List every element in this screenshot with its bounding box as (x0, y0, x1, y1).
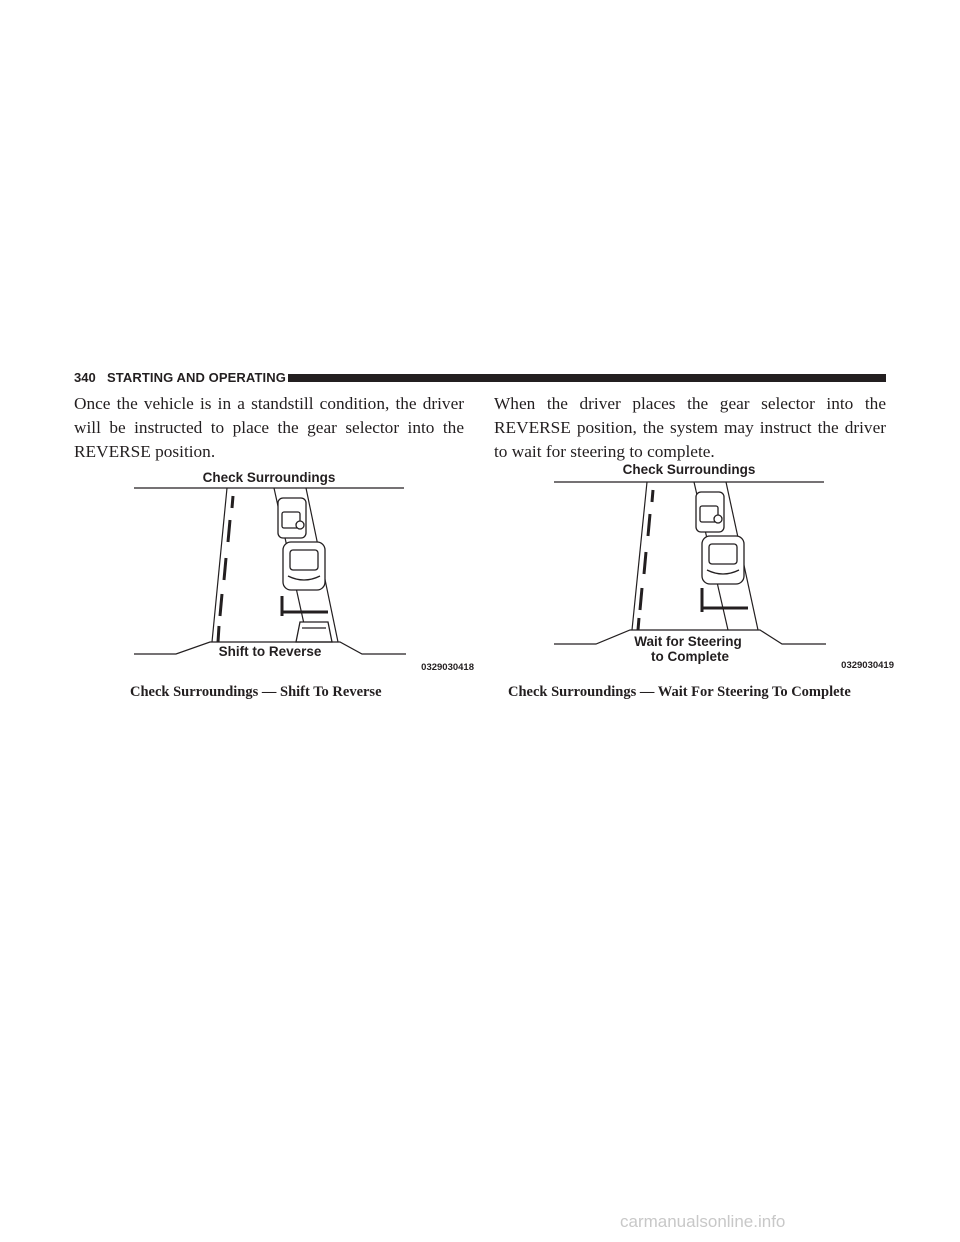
figure-caption-left: Check Surroundings — Shift To Reverse (130, 684, 382, 700)
parked-car-far (696, 492, 724, 532)
figure-code: 0329030419 (841, 660, 894, 671)
section-title: STARTING AND OPERATING (107, 370, 286, 385)
lane-dashes (638, 490, 653, 630)
left-paragraph: Once the vehicle is in a standstill condition, the driver will be instructed to place the gear selector into the REVERSE position. (74, 394, 464, 461)
parking-assist-diagram (550, 458, 894, 676)
figure-wait-for-steering (550, 458, 894, 676)
lane-dashes (218, 496, 233, 642)
top-label: Check Surroundings (622, 462, 756, 477)
bottom-label: Shift to Reverse (218, 644, 322, 659)
figure-shift-to-reverse (130, 466, 474, 676)
own-vehicle-front (296, 622, 332, 642)
parked-car-near (283, 542, 325, 590)
watermark: carmanualsonline.info (620, 1212, 786, 1231)
parked-car-far (278, 498, 306, 538)
figure-code: 0329030418 (421, 662, 474, 673)
right-paragraph: When the driver places the gear selector into the REVERSE position, the system may instruct the driver to wait for steering to complete. (494, 394, 886, 461)
parking-assist-diagram (130, 466, 474, 676)
header-rule (288, 374, 886, 382)
page-header (74, 366, 886, 390)
bottom-label-line1: Wait for Steering (634, 634, 742, 649)
figure-caption-right: Check Surroundings — Wait For Steering To Complete (508, 684, 851, 700)
bottom-label-line2: to Complete (650, 649, 730, 664)
top-label: Check Surroundings (202, 470, 336, 485)
page-number: 340 (74, 370, 96, 385)
parked-car-near (702, 536, 744, 584)
